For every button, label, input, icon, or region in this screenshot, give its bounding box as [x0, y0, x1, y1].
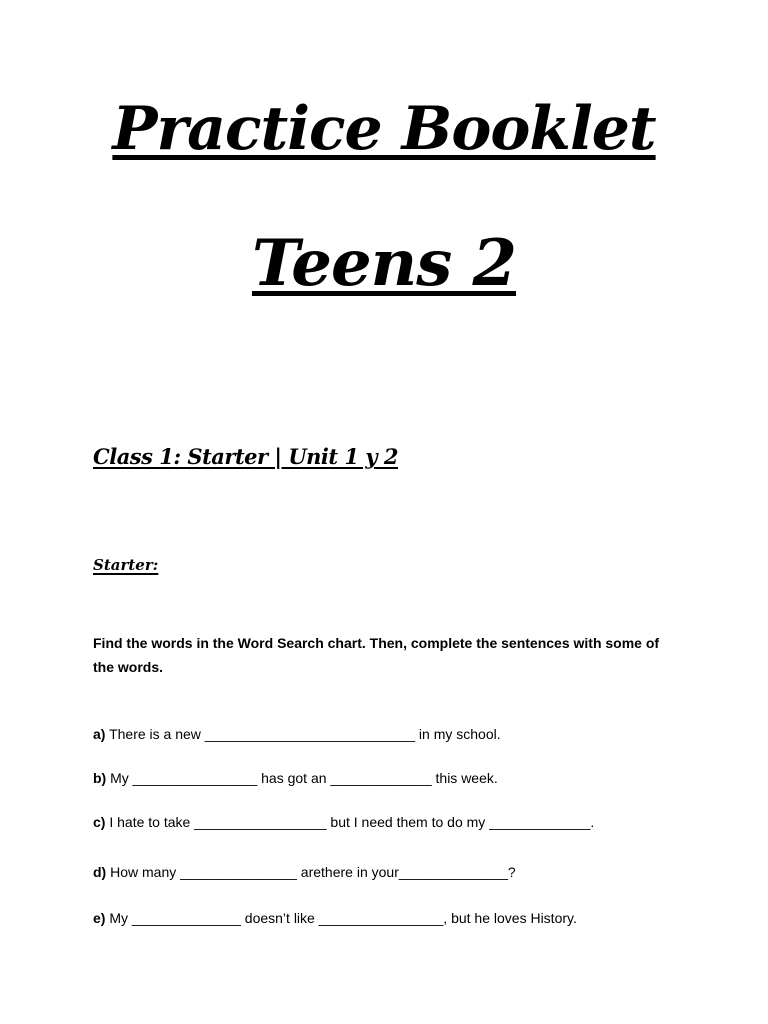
sentence-text: My ______________ doesn’t like ________________, but he loves History. — [105, 910, 577, 926]
sentence-label: c) — [93, 814, 106, 830]
sentence-c — [93, 814, 594, 830]
sentence-label: b) — [93, 770, 107, 786]
sentence-d — [93, 864, 516, 880]
booklet-title: Practice Booklet — [112, 94, 656, 164]
booklet-subtitle: Teens 2 — [251, 226, 517, 301]
sentence-label: e) — [93, 910, 106, 926]
sentence-text: There is a new ___________________________ in my school. — [105, 726, 501, 742]
sentence-text: I hate to take _________________ but I need them to do my _____________. — [105, 814, 595, 830]
section-heading-starter: Starter: — [93, 556, 159, 574]
exercise-instruction: Find the words in the Word Search chart. Then, complete the sentences with some of the words. — [93, 635, 660, 675]
sentence-b — [93, 770, 498, 786]
sentence-e — [93, 910, 577, 926]
sentence-a — [93, 726, 501, 742]
sentence-label: a) — [93, 726, 106, 742]
class-heading: Class 1: Starter | Unit 1 y 2 — [93, 444, 398, 469]
sentence-label: d) — [93, 864, 107, 880]
sentence-text: My ________________ has got an _____________ this week. — [106, 770, 498, 786]
sentence-text: How many _______________ arethere in your______________? — [106, 864, 516, 880]
